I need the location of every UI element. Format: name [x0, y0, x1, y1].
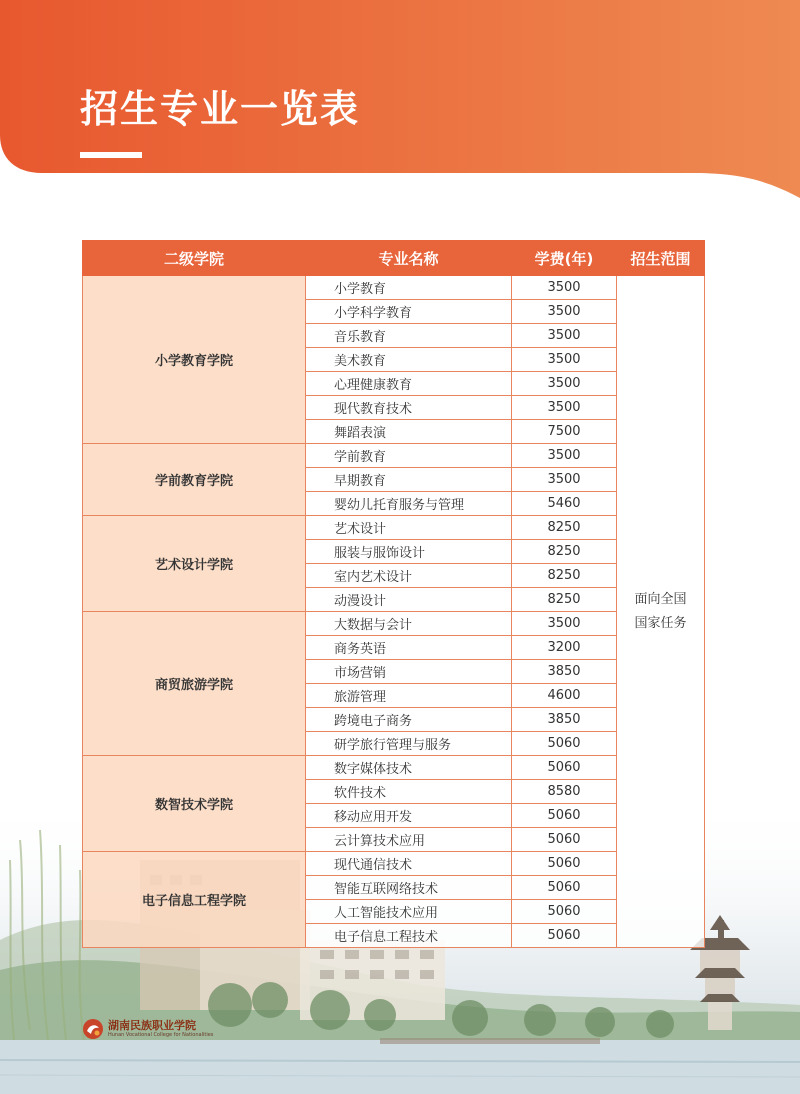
table-row: [83, 756, 705, 780]
major-name-cell: 心理健康教育: [306, 372, 512, 396]
major-name-cell: 智能互联网络技术: [306, 876, 512, 900]
major-name-cell: 商务英语: [306, 636, 512, 660]
tuition-fee-cell: 5060: [512, 828, 617, 852]
major-name-cell: 旅游管理: [306, 684, 512, 708]
major-name-cell: 动漫设计: [306, 588, 512, 612]
tuition-fee-cell: 3500: [512, 372, 617, 396]
major-name-cell: 舞蹈表演: [306, 420, 512, 444]
college-name-cell: 艺术设计学院: [83, 516, 306, 612]
college-name-cell: 学前教育学院: [83, 444, 306, 516]
header-major: 专业名称: [306, 241, 512, 276]
enrollment-table: [82, 240, 705, 948]
college-name-cell: 电子信息工程学院: [83, 852, 306, 948]
title-underline: [80, 152, 142, 158]
major-name-cell: 电子信息工程技术: [306, 924, 512, 948]
tuition-fee-cell: 3850: [512, 708, 617, 732]
major-name-cell: 市场营销: [306, 660, 512, 684]
table-row: [83, 444, 705, 468]
tuition-fee-cell: 5060: [512, 732, 617, 756]
table-row: [83, 276, 705, 300]
header-fee: 学费(年): [512, 241, 617, 276]
major-name-cell: 跨境电子商务: [306, 708, 512, 732]
major-name-cell: 服装与服饰设计: [306, 540, 512, 564]
college-name-cell: 商贸旅游学院: [83, 612, 306, 756]
tuition-fee-cell: 7500: [512, 420, 617, 444]
tuition-fee-cell: 8250: [512, 564, 617, 588]
tuition-fee-cell: 3500: [512, 468, 617, 492]
major-name-cell: 艺术设计: [306, 516, 512, 540]
college-name-cell: 数智技术学院: [83, 756, 306, 852]
major-name-cell: 现代通信技术: [306, 852, 512, 876]
major-name-cell: 美术教育: [306, 348, 512, 372]
college-name-cn: 湖南民族职业学院: [108, 1018, 196, 1032]
college-logo: [82, 1018, 213, 1040]
tuition-fee-cell: 3500: [512, 396, 617, 420]
major-name-cell: 婴幼儿托育服务与管理: [306, 492, 512, 516]
major-name-cell: 研学旅行管理与服务: [306, 732, 512, 756]
header-scope: 招生范围: [617, 241, 705, 276]
major-name-cell: 数字媒体技术: [306, 756, 512, 780]
major-name-cell: 室内艺术设计: [306, 564, 512, 588]
tuition-fee-cell: 8580: [512, 780, 617, 804]
tuition-fee-cell: 3500: [512, 324, 617, 348]
tuition-fee-cell: 5060: [512, 876, 617, 900]
major-name-cell: 移动应用开发: [306, 804, 512, 828]
major-name-cell: 学前教育: [306, 444, 512, 468]
tuition-fee-cell: 5460: [512, 492, 617, 516]
tuition-fee-cell: 3500: [512, 276, 617, 300]
tuition-fee-cell: 3500: [512, 348, 617, 372]
tuition-fee-cell: 8250: [512, 516, 617, 540]
major-name-cell: 早期教育: [306, 468, 512, 492]
major-name-cell: 小学教育: [306, 276, 512, 300]
tuition-fee-cell: 8250: [512, 540, 617, 564]
major-name-cell: 音乐教育: [306, 324, 512, 348]
major-name-cell: 软件技术: [306, 780, 512, 804]
table-row: [83, 516, 705, 540]
major-name-cell: 现代教育技术: [306, 396, 512, 420]
table-row: [83, 612, 705, 636]
table-row: [83, 852, 705, 876]
page-title: 招生专业一览表: [80, 87, 361, 131]
tuition-fee-cell: 5060: [512, 756, 617, 780]
header-college: 二级学院: [83, 241, 306, 276]
scope-line: 国家任务: [634, 615, 687, 631]
tuition-fee-cell: 5060: [512, 804, 617, 828]
college-name-cell: 小学教育学院: [83, 276, 306, 444]
tuition-fee-cell: 5060: [512, 852, 617, 876]
tuition-fee-cell: 5060: [512, 900, 617, 924]
tuition-fee-cell: 3500: [512, 612, 617, 636]
scope-line: 面向全国: [634, 591, 687, 607]
tuition-fee-cell: 3500: [512, 300, 617, 324]
tuition-fee-cell: 3200: [512, 636, 617, 660]
tuition-fee-cell: 3850: [512, 660, 617, 684]
major-name-cell: 云计算技术应用: [306, 828, 512, 852]
tuition-fee-cell: 5060: [512, 924, 617, 948]
tuition-fee-cell: 4600: [512, 684, 617, 708]
enrollment-scope-cell: [617, 276, 705, 948]
table-header-row: [83, 241, 705, 276]
major-name-cell: 人工智能技术应用: [306, 900, 512, 924]
major-name-cell: 小学科学教育: [306, 300, 512, 324]
tuition-fee-cell: 8250: [512, 588, 617, 612]
major-name-cell: 大数据与会计: [306, 612, 512, 636]
college-name-en: Hunan Vocational College for Nationalities: [108, 1031, 214, 1038]
table-body: [83, 276, 705, 948]
tuition-fee-cell: 3500: [512, 444, 617, 468]
college-emblem-icon: [82, 1018, 104, 1040]
